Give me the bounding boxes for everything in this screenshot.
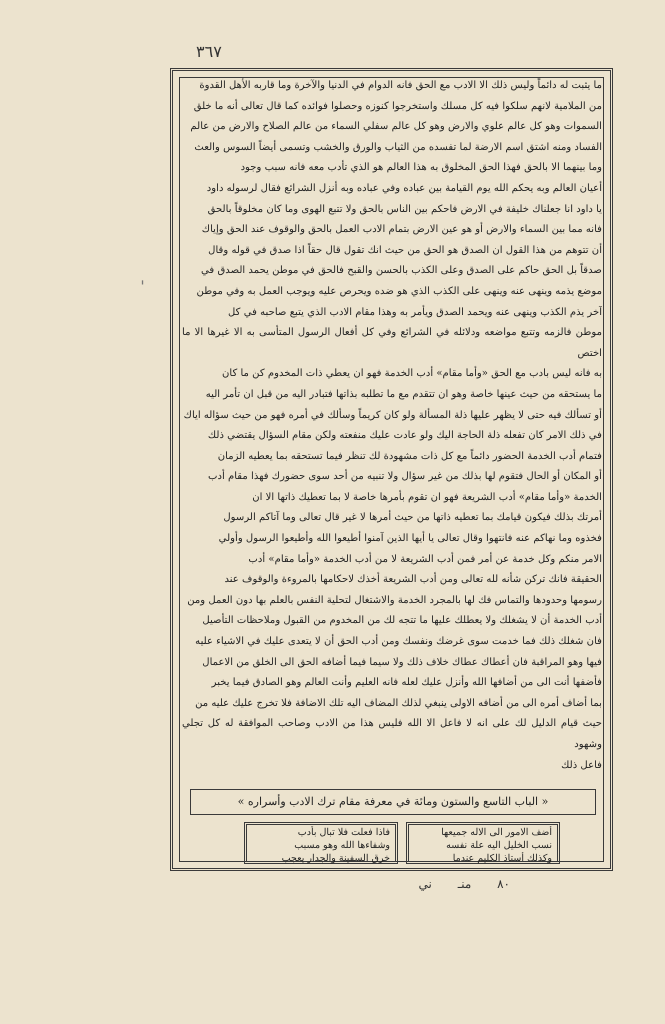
poem-line: وشفاءها الله وهو مسبب: [294, 840, 390, 851]
catchword: ٨٠: [497, 877, 510, 891]
text-line: الامر منكم وكل خدمة عن أمر فمن أدب الشريعة لا من أدب الخدمة «وأما مقام» أدب: [248, 553, 602, 565]
poem-line: نسب الخليل اليه علة نفسه: [446, 840, 552, 851]
text-line: ما يثبت له دائماً وليس ذلك الا الادب مع الحق فانه الدوام في الدنيا والآخرة وما قاربه الأهل القدوة: [199, 80, 602, 91]
text-line: فأضفها أنت الى من أضافها الله وأنزل عليك لعله فانه العليم وأنت العالم وهو الصادق فيما يخبر: [211, 677, 602, 689]
text-line: السموات وهو كل عالم علوي والارض وهو كل عالم سفلي السماء من عالم الصلاح والارض من عالم: [190, 121, 602, 133]
poem-line: أضف الامور الى الاله جميعها: [441, 827, 552, 838]
poem-line: وكذلك أستاذ الكليم عندما: [452, 853, 552, 864]
text-line: به فانه ليس بادب مع الحق «وأما مقام» أدب الخدمة فهو ان يعطي ذات المخدوم كن ما كان: [221, 368, 602, 380]
catchwords: [360, 877, 510, 891]
text-line: حيث قيام الدليل لك على انه لا فاعل الا الله فليس هذا من الادب وصاحب الموافقة له كل تجلي وشهود: [182, 718, 602, 750]
poem-box-left: [244, 822, 398, 864]
poem-box-right: [406, 822, 560, 864]
text-line: ما يستحقه من حيث عينها خاصة وهو ان تتقدم مع ما تطلبه بذاتها فتبادر اليه من قبل ان تأمر اليه: [205, 388, 602, 400]
text-line: وما بينهما الا بالحق فهذا الحق المخلوق به هذا العالم هو الذي تأدب معه فانه سبب وجود: [240, 162, 602, 174]
text-line: بما أضاف أمره الى من أضافه الاولى ينبغي لذلك المضاف اليه تلك الاضافة فلا تخرج عليك عليه من: [195, 697, 602, 709]
text-line: أن تتوهم من هذا القول ان الصدق هو الحق من حيث انك تقول قال حقاً اذا صدق في قوله وقال: [208, 244, 602, 256]
text-line: رسومها وحدودها والتماس فك لها بالمجرد الخدمة والاشتغال لتحلية النفس بالعلم بها دون العمل ومن: [187, 594, 602, 606]
poem-line: خرق السفينة والجدار يعجب: [281, 853, 390, 864]
catchword: ني: [418, 877, 432, 891]
text-line-last: فاعل ذلك: [561, 759, 602, 771]
text-line: فتمام أدب الخدمة الحضور دائماً مع كل ذات مشهودة لك تنظر فيما تستحقه بما يعطيه الزمان: [217, 450, 602, 462]
text-line: فيها وهو المراقبة فان أعطاك عطاك خلاف ذلك ولا سيما فيما أضافه الحق الى الخلق من الاعمال: [202, 656, 602, 668]
catchword: منـ: [457, 877, 472, 891]
text-line: صدقاً بل الحق حاكم على الصدق وعلى الكذب بالحسن والقبح فالحق في موطن يحمد الصدق في: [201, 265, 602, 277]
text-line: فانه مما بين السماء والارض أو هو عين الارض بتمام الادب العمل بالحق والوقوف عند الحق وإياك: [201, 224, 602, 236]
text-line: في ذلك الامر كان تفعله ذلة الحاجة اليك ولو عادت عليك منفعته ولكن مقام السؤال يقتضي ذلك: [207, 430, 602, 442]
text-line: آخر يذم الكذب وينهى عنه ويحمد الصدق ويأمر به وهذا مقام الادب الذي يتبع صاحبه في كل: [228, 306, 602, 318]
text-line: أمرتك بذلك فيكون قيامك بما تعطيه ذاتها من حيث أمرها لا غير قال تعالى وما آتاكم الرسول: [223, 512, 602, 524]
text-line: أدب الخدمة أن لا يشغلك ولا يعطلك عليها ما تتجه لك من المخدوم من القبول وملاحظات التأصيل: [202, 615, 602, 627]
text-line: أو تسألك فيه حتى لا يظهر عليها ذلة المسألة ولو كان كريماً وسألك في أمره فهو من حيث سؤاله اياك: [183, 409, 602, 421]
text-line: الخدمة «وأما مقام» أدب الشريعة فهو ان تقوم بأمرها خاصة لا بما تعطيك ذاتها الا ان: [252, 491, 602, 503]
page-number: ٣٦٧: [196, 42, 222, 61]
text-line: أعيان العالم وبه يحكم الله يوم القيامة بين عباده وفي عباده وبه أنزل الشرائع فقال لرسوله داود: [206, 182, 602, 194]
text-line: يا داود انا جعلناك خليفة في الارض فاحكم بين الناس بالحق ولا تتبع الهوى وما كان مخلوقاً بالحق: [207, 203, 602, 215]
main-text-block: [182, 76, 602, 772]
text-line: موطن فالزمه وتتبع مواضعه ودلائله في الشرائع وفي كل أفعال الرسول المتأسى به الا غيرها الا ما اختص: [182, 327, 602, 359]
text-line: أو المكان أو الحال فتقوم لها بذلك من غير سؤال ولا تنبيه من أحد سوى حضورك فهذا مقام أدب: [207, 471, 602, 483]
text-line: موضع يذمه وينهى عنه وينهى على الكذب الذي هو ضده ويحرص عليه ويوجب العمل به وفي موطن: [196, 285, 602, 297]
text-line: فخذوه وما نهاكم عنه فانتهوا وقال تعالى يا أيها الذين آمنوا أطيعوا الله وأطيعوا الرسول وأولي: [218, 533, 602, 545]
poem-line: فاذا فعلت فلا تبال بأدب: [297, 827, 390, 838]
chapter-heading-box: [190, 789, 596, 815]
text-line: الفساد ومنه اشتق اسم الارضة لما تفسده من الثياب والورق والخشب وتسمى أيضاً السوس والعث: [194, 141, 602, 153]
text-line: من الملامية لانهم سلكوا فيه كل مسلك واستخرجوا كنوزه وحصلوا فوائده كما قال تعالى أنه ما خلق: [193, 100, 602, 112]
text-line: الحقيقة فانك تركن شأنه لله تعالى ومن أدب الشريعة أخذك لاحكامها بالمروءة والوقوف عند: [224, 574, 602, 586]
chapter-heading: « الباب التاسع والستون ومائة في معرفة مقام ترك الادب وأسراره »: [237, 795, 549, 808]
margin-tick-mark: ˈ: [140, 278, 145, 299]
text-line: فان شغلك ذلك فما خدمت سوى غرضك ونفسك ومن أدب الحق أن لا يتعدى عليك في الاشياء عليه: [195, 636, 602, 648]
